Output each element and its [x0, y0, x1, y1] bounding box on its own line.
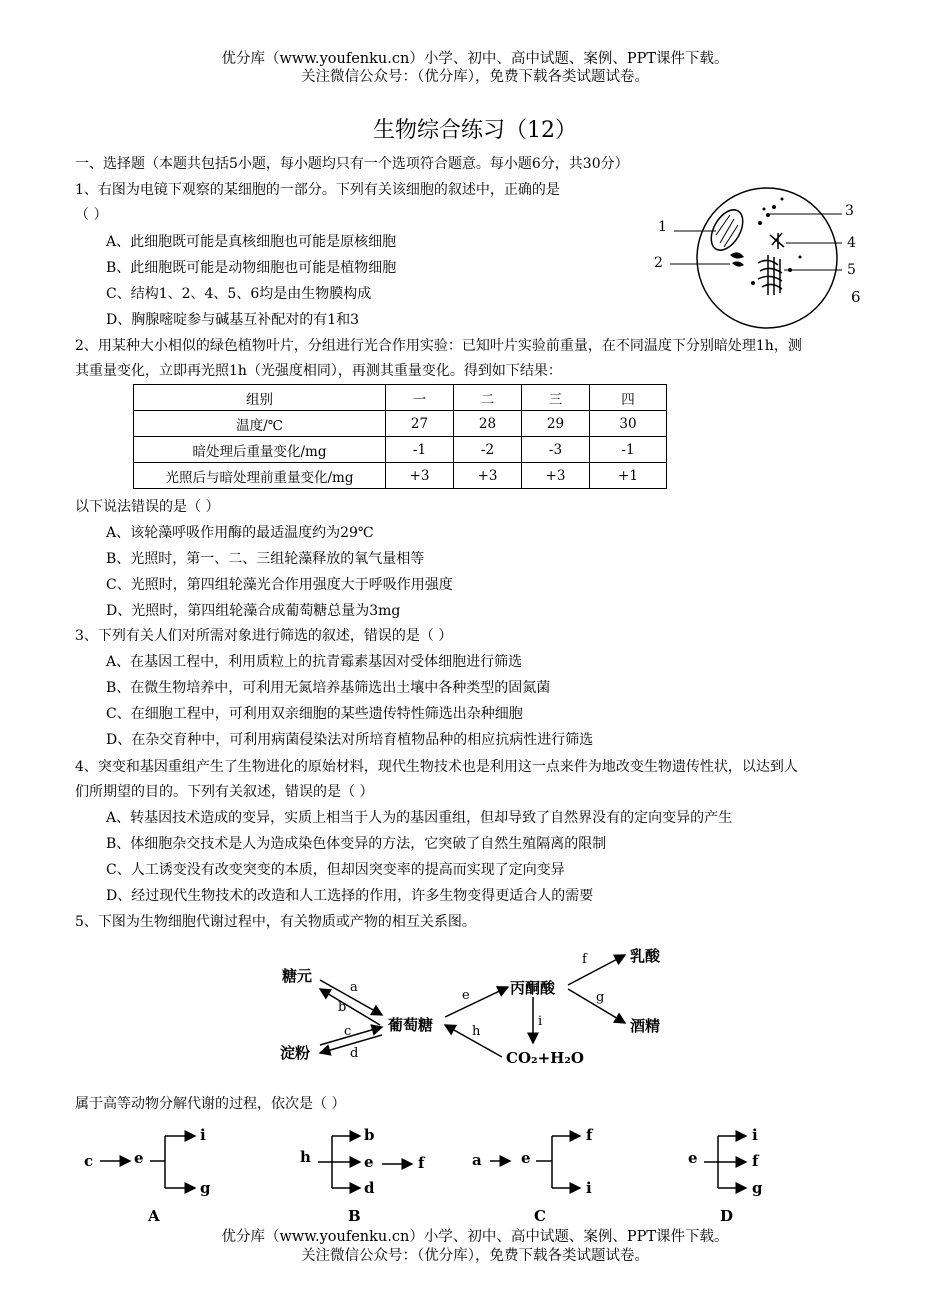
- table-cell: 28: [454, 411, 522, 437]
- choice-c-start: a: [472, 1151, 482, 1169]
- label-i: i: [538, 1014, 543, 1029]
- table-cell: 二: [454, 385, 522, 411]
- header-line-2: 关注微信公众号：（优分库），免费下载各类试题试卷。: [301, 69, 649, 85]
- q2-stem-2: 其重量变化，立即再光照1h（光强度相同），再测其重量变化。得到如下结果：: [75, 363, 562, 379]
- table-cell: +3: [386, 463, 454, 489]
- label-f: f: [582, 952, 587, 967]
- choice-b-out-2: e: [364, 1153, 374, 1171]
- node-lactic: 乳酸: [630, 947, 661, 965]
- q2-after: 以下说法错误的是（ ）: [75, 499, 220, 515]
- table-cell: 29: [522, 411, 590, 437]
- q2-option-b: B、光照时，第一、二、三组轮藻释放的氧气量相等: [106, 551, 425, 567]
- q1-paren: （ ）: [75, 207, 108, 223]
- label-3: 3: [845, 203, 854, 219]
- choice-c-out-1: f: [586, 1126, 593, 1144]
- choice-c-label: C: [534, 1207, 546, 1225]
- arrow-e: [445, 987, 508, 1017]
- choice-b-label: B: [348, 1207, 361, 1225]
- q4-option-c: C、人工诱变没有改变突变的本质，但却因突变率的提高而实现了定向变异: [106, 862, 565, 878]
- q2-option-c: C、光照时，第四组轮藻光合作用强度大于呼吸作用强度: [106, 577, 453, 593]
- table-cell: -1: [590, 437, 667, 463]
- q4-option-d: D、经过现代生物技术的改造和人工选择的作用，许多生物变得更适合人的需要: [106, 888, 594, 904]
- choice-b-start: h: [300, 1148, 311, 1166]
- q2-stem-1: 2、用某种大小相似的绿色植物叶片，分组进行光合作用实验：已知叶片实验前重量，在不同温度下分别暗处理1h，测: [75, 338, 802, 354]
- arrow-f: [568, 955, 625, 985]
- choice-d-label: D: [720, 1207, 734, 1225]
- label-g: g: [596, 990, 605, 1005]
- choice-d-out-2: f: [752, 1152, 759, 1170]
- table-cell: 三: [522, 385, 590, 411]
- table-cell: 27: [386, 411, 454, 437]
- node-starch: 淀粉: [280, 1044, 311, 1062]
- q1-option-c: C、结构1、2、4、5、6均是由生物膜构成: [106, 286, 372, 302]
- q3-stem: 3、下列有关人们对所需对象进行筛选的叙述，错误的是（ ）: [75, 628, 453, 644]
- q2-option-a: A、该轮藻呼吸作用酶的最适温度约为29℃: [106, 525, 374, 541]
- label-4: 4: [847, 235, 856, 251]
- golgi: [758, 255, 782, 295]
- node-alcohol: 酒精: [630, 1017, 661, 1035]
- cell-membrane: [697, 188, 837, 328]
- table-cell: 30: [590, 411, 667, 437]
- header-line-1: 优分库（www.youfenku.cn）小学、初中、高中试题、案例、PPT课件下载。: [221, 51, 729, 67]
- q3-option-a: A、在基因工程中，利用质粒上的抗青霉素基因对受体细胞进行筛选: [106, 654, 523, 670]
- table-cell: 暗处理后重量变化/mg: [134, 437, 386, 463]
- q1-option-d: D、胸腺嘧啶参与碱基互补配对的有1和3: [106, 312, 360, 328]
- q4-option-b: B、体细胞杂交技术是人为造成染色体变异的方法，它突破了自然生殖隔离的限制: [106, 836, 607, 852]
- metabolism-diagram: [270, 935, 690, 1080]
- label-d: d: [350, 1046, 359, 1061]
- choice-a-start: c: [84, 1152, 94, 1170]
- choice-b-out-3: d: [364, 1179, 375, 1197]
- q3-option-c: C、在细胞工程中，可利用双亲细胞的某些遗传特性筛选出杂种细胞: [106, 706, 523, 722]
- table-cell: -1: [386, 437, 454, 463]
- choice-d-start: e: [688, 1149, 698, 1167]
- label-5: 5: [847, 262, 856, 278]
- label-a: a: [350, 980, 358, 995]
- table-row: [134, 463, 667, 489]
- q4-stem-1: 4、突变和基因重组产生了生物进化的原始材料，现代生物技术也是利用这一点来件为地改变生物遗传性状，以达到人: [75, 759, 798, 775]
- q3-option-d: D、在杂交育种中，可利用病菌侵染法对所培育植物品种的相应抗病性进行筛选: [106, 732, 594, 748]
- table-cell: 组别: [134, 385, 386, 411]
- label-1: 1: [658, 219, 667, 235]
- q4-stem-2: 们所期望的目的。下列有关叙述，错误的是（ ）: [75, 784, 374, 800]
- table-cell: 四: [590, 385, 667, 411]
- table-cell: +1: [590, 463, 667, 489]
- choice-a-out-2: g: [200, 1179, 211, 1197]
- table-cell: -3: [522, 437, 590, 463]
- q1-option-a: A、此细胞既可能是真核细胞也可能是原核细胞: [106, 234, 397, 250]
- centriole: [770, 233, 784, 249]
- choice-d-out-3: g: [752, 1179, 763, 1197]
- label-e: e: [462, 988, 470, 1003]
- q5-after: 属于高等动物分解代谢的过程，依次是（ ）: [75, 1096, 346, 1112]
- page-title: 生物综合练习（12）: [373, 118, 577, 143]
- footer-line-1: 优分库（www.youfenku.cn）小学、初中、高中试题、案例、PPT课件下载。: [221, 1229, 729, 1245]
- label-c: c: [344, 1024, 352, 1039]
- choice-c-out-2: i: [586, 1179, 592, 1197]
- cell-figure: [650, 185, 870, 335]
- mitochondrion: [705, 204, 750, 255]
- node-glycogen: 糖元: [282, 967, 313, 985]
- section-heading: 一、选择题（本题共包括5小题，每小题均只有一个选项符合题意。每小题6分，共30分）: [75, 156, 629, 172]
- table-cell: -2: [454, 437, 522, 463]
- label-2: 2: [654, 255, 663, 271]
- choice-b-tail: f: [418, 1154, 425, 1172]
- table-row: [134, 437, 667, 463]
- label-h: h: [472, 1024, 481, 1039]
- footer-line-2: 关注微信公众号：（优分库），免费下载各类试题试卷。: [301, 1248, 649, 1264]
- q1-stem: 1、右图为电镜下观察的某细胞的一部分。下列有关该细胞的叙述中，正确的是: [75, 182, 560, 198]
- table-row: [134, 411, 667, 437]
- table-cell: 一: [386, 385, 454, 411]
- q2-table: [133, 384, 667, 489]
- label-b: b: [338, 1000, 347, 1015]
- q1-option-b: B、此细胞既可能是动物细胞也可能是植物细胞: [106, 260, 397, 276]
- node-pyruvate: 丙酮酸: [510, 979, 556, 997]
- choice-b-out-1: b: [364, 1126, 375, 1144]
- choice-c-mid: e: [521, 1149, 531, 1167]
- choice-a-out-1: i: [200, 1126, 206, 1144]
- organelle-2: [730, 252, 744, 266]
- choice-a-mid: e: [134, 1149, 144, 1167]
- choice-d-out-1: i: [752, 1126, 758, 1144]
- table-cell: 温度/℃: [134, 411, 386, 437]
- q3-option-b: B、在微生物培养中，可利用无氮培养基筛选出土壤中各种类型的固氮菌: [106, 680, 551, 696]
- table-cell: 光照后与暗处理前重量变化/mg: [134, 463, 386, 489]
- table-cell: +3: [454, 463, 522, 489]
- q4-option-a: A、转基因技术造成的变异，实质上相当于人为的基因重组，但却导致了自然界没有的定向变异的产生: [106, 810, 733, 826]
- label-6: 6: [851, 288, 861, 306]
- node-co2: CO₂+H₂O: [506, 1049, 584, 1067]
- q5-stem: 5、下图为生物细胞代谢过程中，有关物质或产物的相互关系图。: [75, 914, 476, 930]
- q2-option-d: D、光照时，第四组轮藻合成葡萄糖总量为3mg: [106, 603, 401, 619]
- node-glucose: 葡萄糖: [388, 1016, 434, 1034]
- q5-choices: [70, 1118, 890, 1228]
- choice-a-label: A: [148, 1207, 160, 1225]
- table-row: [134, 385, 667, 411]
- table-cell: +3: [522, 463, 590, 489]
